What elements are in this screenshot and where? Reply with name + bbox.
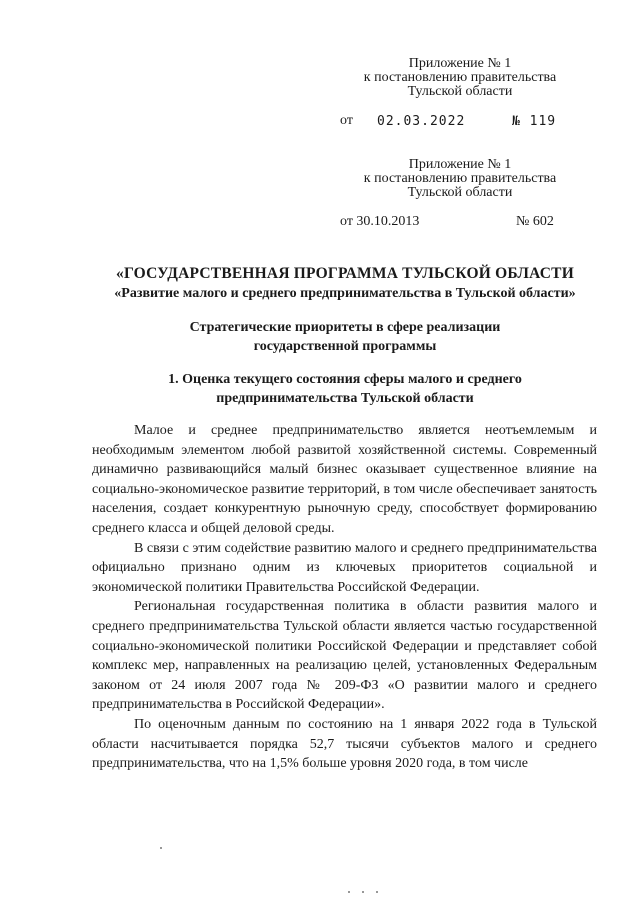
date-prefix: от — [340, 113, 353, 128]
appendix-header-original — [330, 158, 590, 200]
scan-speck — [376, 891, 378, 893]
paragraph: В связи с этим содействие развитию малого и среднего предпринимательства официально признано одним из ключевых приоритетов социальной и экономической политики Правительства Российской Федерации. — [92, 540, 597, 595]
decree-date: от 30.10.2013 — [340, 214, 420, 229]
appendix-title: Приложение № 1 — [408, 157, 512, 172]
scan-speck — [160, 847, 162, 849]
program-title-line2: «Развитие малого и среднего предпринимательства в Тульской области» — [114, 286, 576, 301]
program-title-line1: «ГОСУДАРСТВЕННАЯ ПРОГРАММА ТУЛЬСКОЙ ОБЛАСТИ — [116, 265, 574, 282]
appendix-header-current — [330, 57, 590, 99]
scan-speck — [362, 891, 364, 893]
subsection-title-line1: 1. Оценка текущего состояния сферы малого и среднего — [168, 372, 522, 387]
section-title — [80, 318, 610, 356]
decree-number: № 119 — [512, 114, 557, 129]
paragraph: Региональная государственная политика в области развития малого и среднего предпринимательства Тульской области является частью государственной социально-экономической политики Российской Федерации и представляет собой комплекс мер, направленных на реализацию целей, установленных Федеральным законом от 24 июля 2007 года № 209-ФЗ «О развитии малого и среднего предпринимательства в Российской Федерации». — [92, 599, 597, 713]
section-title-line1: Стратегические приоритеты в сфере реализации — [189, 320, 501, 335]
paragraph: Малое и среднее предпринимательство является неотъемлемым и необходимым элементом любой развитой хозяйственной системы. Современный динамично развивающийся малый бизнес оказывает существенное влияние на социально-экономическое развитие территорий, в том числе обеспечивает занятость населения, создает конкурентную рыночную среду, способствует формированию среднего класса и общей деловой среды. — [92, 423, 597, 536]
scan-speck — [348, 891, 350, 893]
body-text — [92, 421, 597, 774]
appendix-region-line: Тульской области — [407, 185, 513, 200]
paragraph: По оценочным данным по состоянию на 1 января 2022 года в Тульской области насчитывается порядка 52,7 тысячи субъектов малого и среднего предпринимательства, что на 1,5% больше уровня 2020 года, в том числе — [92, 716, 597, 772]
subsection-title-line2: предпринимательства Тульской области — [216, 391, 474, 406]
appendix-date-row-current — [340, 113, 562, 129]
section-title-line2: государственной программы — [253, 339, 437, 354]
decree-number: № 602 — [516, 214, 554, 229]
appendix-region-line: Тульской области — [407, 84, 513, 99]
subsection-title — [80, 370, 610, 408]
program-title — [80, 264, 610, 304]
appendix-decree-line: к постановлению правительства — [363, 70, 557, 85]
decree-date: 02.03.2022 — [377, 114, 466, 129]
appendix-title: Приложение № 1 — [408, 56, 512, 71]
appendix-decree-line: к постановлению правительства — [363, 171, 557, 186]
appendix-date-row-original — [340, 214, 562, 230]
